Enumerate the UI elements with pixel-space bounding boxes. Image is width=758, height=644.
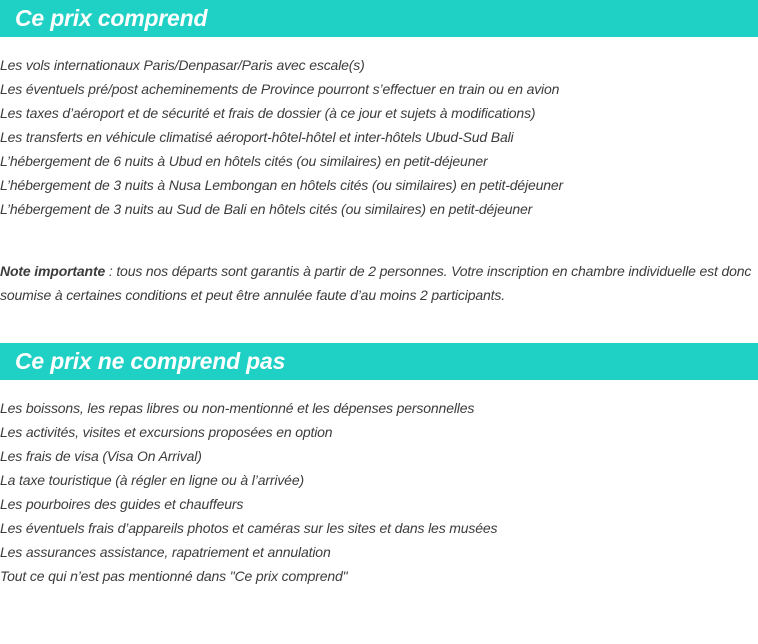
- note-text: : tous nos départs sont garantis à partir de 2 personnes. Votre inscription en chambre individuelle est donc soumise à certaines conditions et peut être annulée faute d’au moins 2 participants.: [0, 263, 752, 303]
- list-item: Les pourboires des guides et chauffeurs: [0, 496, 244, 512]
- excludes-list: [0, 396, 758, 588]
- list-item: La taxe touristique (à régler en ligne ou à l’arrivée): [0, 472, 304, 488]
- section-title-excludes: Ce prix ne comprend pas: [15, 348, 286, 374]
- section-title-includes: Ce prix comprend: [15, 5, 208, 31]
- section-header-includes: [0, 0, 758, 37]
- list-item: Les transferts en véhicule climatisé aéroport-hôtel-hôtel et inter-hôtels Ubud-Sud Bali: [0, 129, 514, 145]
- includes-list: [0, 53, 758, 221]
- list-item: L’hébergement de 3 nuits au Sud de Bali en hôtels cités (ou similaires) en petit-déjeuner: [0, 201, 533, 217]
- list-item: Les assurances assistance, rapatriement et annulation: [0, 544, 331, 560]
- note-label: Note importante: [0, 263, 106, 279]
- list-item: Les éventuels frais d’appareils photos et caméras sur les sites et dans les musées: [0, 520, 498, 536]
- list-item: L’hébergement de 3 nuits à Nusa Lembongan en hôtels cités (ou similaires) en petit-déjeuner: [0, 177, 564, 193]
- list-item: Les taxes d’aéroport et de sécurité et frais de dossier (à ce jour et sujets à modifications): [0, 105, 536, 121]
- list-item: Les éventuels pré/post acheminements de Province pourront s’effectuer en train ou en avion: [0, 81, 560, 97]
- important-note: [0, 259, 752, 307]
- list-item: L’hébergement de 6 nuits à Ubud en hôtels cités (ou similaires) en petit-déjeuner: [0, 153, 488, 169]
- section-header-excludes: [0, 343, 758, 380]
- list-item: Les boissons, les repas libres ou non-mentionné et les dépenses personnelles: [0, 400, 475, 416]
- list-item: Les vols internationaux Paris/Denpasar/Paris avec escale(s): [0, 57, 365, 73]
- list-item: Les frais de visa (Visa On Arrival): [0, 448, 202, 464]
- list-item: Tout ce qui n’est pas mentionné dans "Ce prix comprend": [0, 568, 348, 584]
- list-item: Les activités, visites et excursions proposées en option: [0, 424, 333, 440]
